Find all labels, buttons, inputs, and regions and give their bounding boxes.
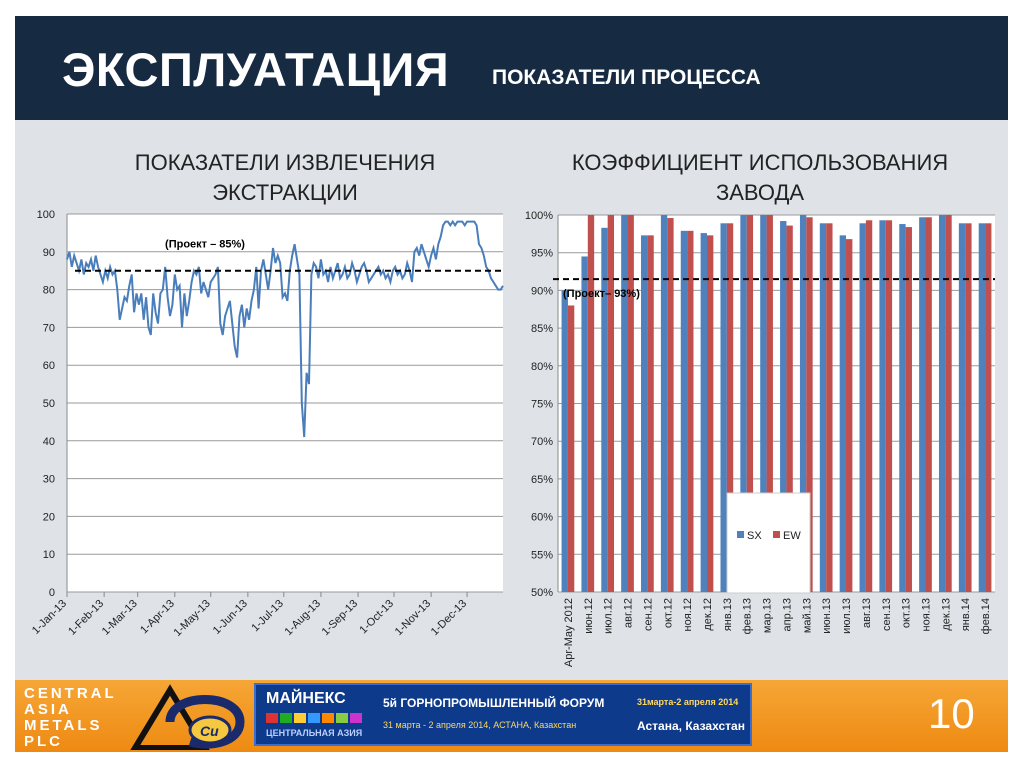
x-tick-label: июл.12 (602, 598, 615, 634)
banner-dates-right: 31марта-2 апреля 2014 (637, 697, 739, 707)
plant-utilization-bar-chart (515, 200, 1008, 680)
bar-sx (840, 235, 846, 592)
bar-ew (707, 235, 713, 592)
legend-swatch-sx (737, 531, 744, 538)
y-tick-label: 90% (530, 285, 553, 298)
right-chart-title-line-2: ЗАВОДА (715, 180, 805, 205)
y-tick-label: 0 (48, 587, 55, 599)
bar-sx (701, 233, 707, 592)
bar-sx (879, 220, 885, 592)
bar-sx (581, 256, 587, 592)
x-tick-label: 1-Feb-13 (66, 597, 107, 638)
left-chart-title-line-1: ПОКАЗАТЕЛИ ИЗВЛЕЧЕНИЯ (134, 150, 436, 175)
bar-sx (919, 217, 925, 592)
banner-region: ЦЕНТРАЛЬНАЯ АЗИЯ (266, 728, 363, 738)
bar-sx (661, 215, 667, 592)
logo-line-4: PLC (24, 733, 63, 750)
bar-sx (601, 228, 607, 592)
page-subtitle: ПОКАЗАТЕЛИ ПРОЦЕССА (492, 66, 761, 89)
x-tick-label: 1-Dec-13 (428, 597, 470, 639)
bar-ew (647, 235, 653, 592)
x-tick-label: июн.13 (821, 598, 834, 634)
y-tick-label: 100% (524, 210, 553, 222)
banner-name: МАЙНЕКС (266, 690, 346, 707)
y-tick-label: 60% (530, 511, 553, 524)
bar-ew (568, 305, 574, 592)
x-tick-label: мар.13 (761, 598, 774, 634)
bar-ew (667, 218, 673, 592)
bar-sx (681, 231, 687, 592)
y-tick-label: 55% (530, 549, 553, 562)
banner-dates-left: 31 марта - 2 апреля 2014, АСТАНА, Казахстан (383, 720, 577, 730)
banner-forum-title: 5й ГОРНОПРОМЫШЛЕННЫЙ ФОРУМ (383, 696, 605, 710)
x-tick-label: янв.13 (721, 598, 734, 632)
y-tick-label: 70 (42, 322, 55, 335)
x-tick-label: 1-Aug-13 (282, 597, 324, 639)
y-tick-label: 75% (530, 398, 553, 411)
banner-city: Астана, Казахстан (637, 719, 745, 733)
y-tick-label: 10 (42, 549, 55, 562)
legend-label-sx: SX (747, 530, 762, 542)
legend-label-ew: EW (783, 530, 801, 542)
x-tick-label: 1-Jan-13 (29, 597, 70, 637)
x-tick-label: дек.12 (701, 598, 714, 631)
x-tick-label: 1-Jun-13 (210, 597, 250, 637)
x-tick-label: июн.12 (582, 598, 595, 634)
reference-label: (Проект – 85%) (165, 238, 245, 251)
x-tick-label: янв.14 (960, 598, 973, 632)
svg-text:Cu: Cu (200, 723, 219, 739)
y-tick-label: 30 (42, 473, 55, 486)
bar-ew (886, 220, 892, 592)
x-tick-label: окт.12 (662, 598, 675, 629)
right-chart-title-line-1: КОЭФФИЦИЕНТ ИСПОЛЬЗОВАНИЯ (571, 150, 949, 175)
y-tick-label: 95% (530, 247, 553, 260)
y-tick-label: 80% (530, 360, 553, 373)
bar-ew (925, 217, 931, 592)
y-tick-label: 65% (530, 473, 553, 486)
y-tick-label: 20 (42, 511, 55, 524)
x-tick-label: июл.13 (841, 598, 854, 634)
y-tick-label: 70% (530, 436, 553, 449)
x-tick-label: Apr-May 2012 (562, 598, 575, 668)
y-tick-label: 40 (42, 435, 55, 448)
y-tick-label: 100 (36, 209, 55, 221)
bar-sx (939, 215, 945, 592)
x-tick-label: дек.13 (940, 598, 953, 631)
company-logo-icon (130, 682, 250, 750)
x-tick-label: окт.13 (900, 598, 913, 629)
x-tick-label: 1-Apr-13 (138, 597, 177, 637)
bar-sx (562, 290, 568, 592)
x-tick-label: 1-Jul-13 (249, 597, 286, 635)
x-tick-label: 1-May-13 (171, 597, 213, 639)
logo-line-2: ASIA (24, 701, 72, 718)
right-chart-title (540, 148, 980, 208)
bar-ew (628, 215, 634, 592)
x-tick-label: апр.13 (781, 598, 794, 632)
x-tick-label: авг.12 (622, 598, 635, 628)
company-logo-text (24, 686, 117, 750)
bar-ew (687, 231, 693, 592)
x-tick-label: 1-Nov-13 (392, 597, 434, 639)
bar-ew (945, 215, 951, 592)
page-title: ЭКСПЛУАТАЦИЯ (62, 43, 450, 96)
y-tick-label: 60 (42, 360, 55, 373)
bar-ew (608, 215, 614, 592)
x-tick-label: 1-Oct-13 (357, 597, 397, 637)
y-tick-label: 90 (42, 246, 55, 259)
x-tick-label: фев.13 (741, 598, 754, 635)
banner-icons (266, 710, 374, 726)
legend-swatch-ew (773, 531, 780, 538)
x-tick-label: ноя.13 (920, 598, 933, 632)
bar-sx (621, 215, 627, 592)
bar-ew (866, 220, 872, 592)
logo-line-1: CENTRAL (24, 685, 117, 702)
x-tick-label: 1-Sep-13 (319, 597, 361, 639)
bar-ew (846, 239, 852, 592)
reference-label: (Проект– 93%) (563, 288, 640, 301)
x-tick-label: 1-Mar-13 (99, 597, 140, 638)
bar-ew (588, 215, 594, 592)
x-tick-label: сен.13 (880, 598, 893, 631)
legend-box (727, 493, 810, 593)
extraction-line-chart (15, 200, 515, 680)
y-tick-label: 85% (530, 323, 553, 336)
x-tick-label: фев.14 (980, 598, 993, 635)
y-tick-label: 80 (42, 284, 55, 297)
logo-line-3: METALS (24, 717, 103, 734)
x-tick-label: май.13 (801, 598, 814, 634)
y-tick-label: 50% (530, 587, 553, 599)
x-tick-label: авг.13 (860, 598, 873, 628)
y-tick-label: 50 (42, 398, 55, 410)
x-tick-label: ноя.12 (682, 598, 695, 632)
left-chart-title-line-2: ЭКСТРАКЦИИ (212, 180, 358, 205)
bar-sx (641, 235, 647, 592)
left-chart-title (85, 148, 485, 208)
page-number: 10 (928, 690, 975, 737)
bar-ew (906, 227, 912, 592)
x-tick-label: сен.12 (642, 598, 655, 631)
